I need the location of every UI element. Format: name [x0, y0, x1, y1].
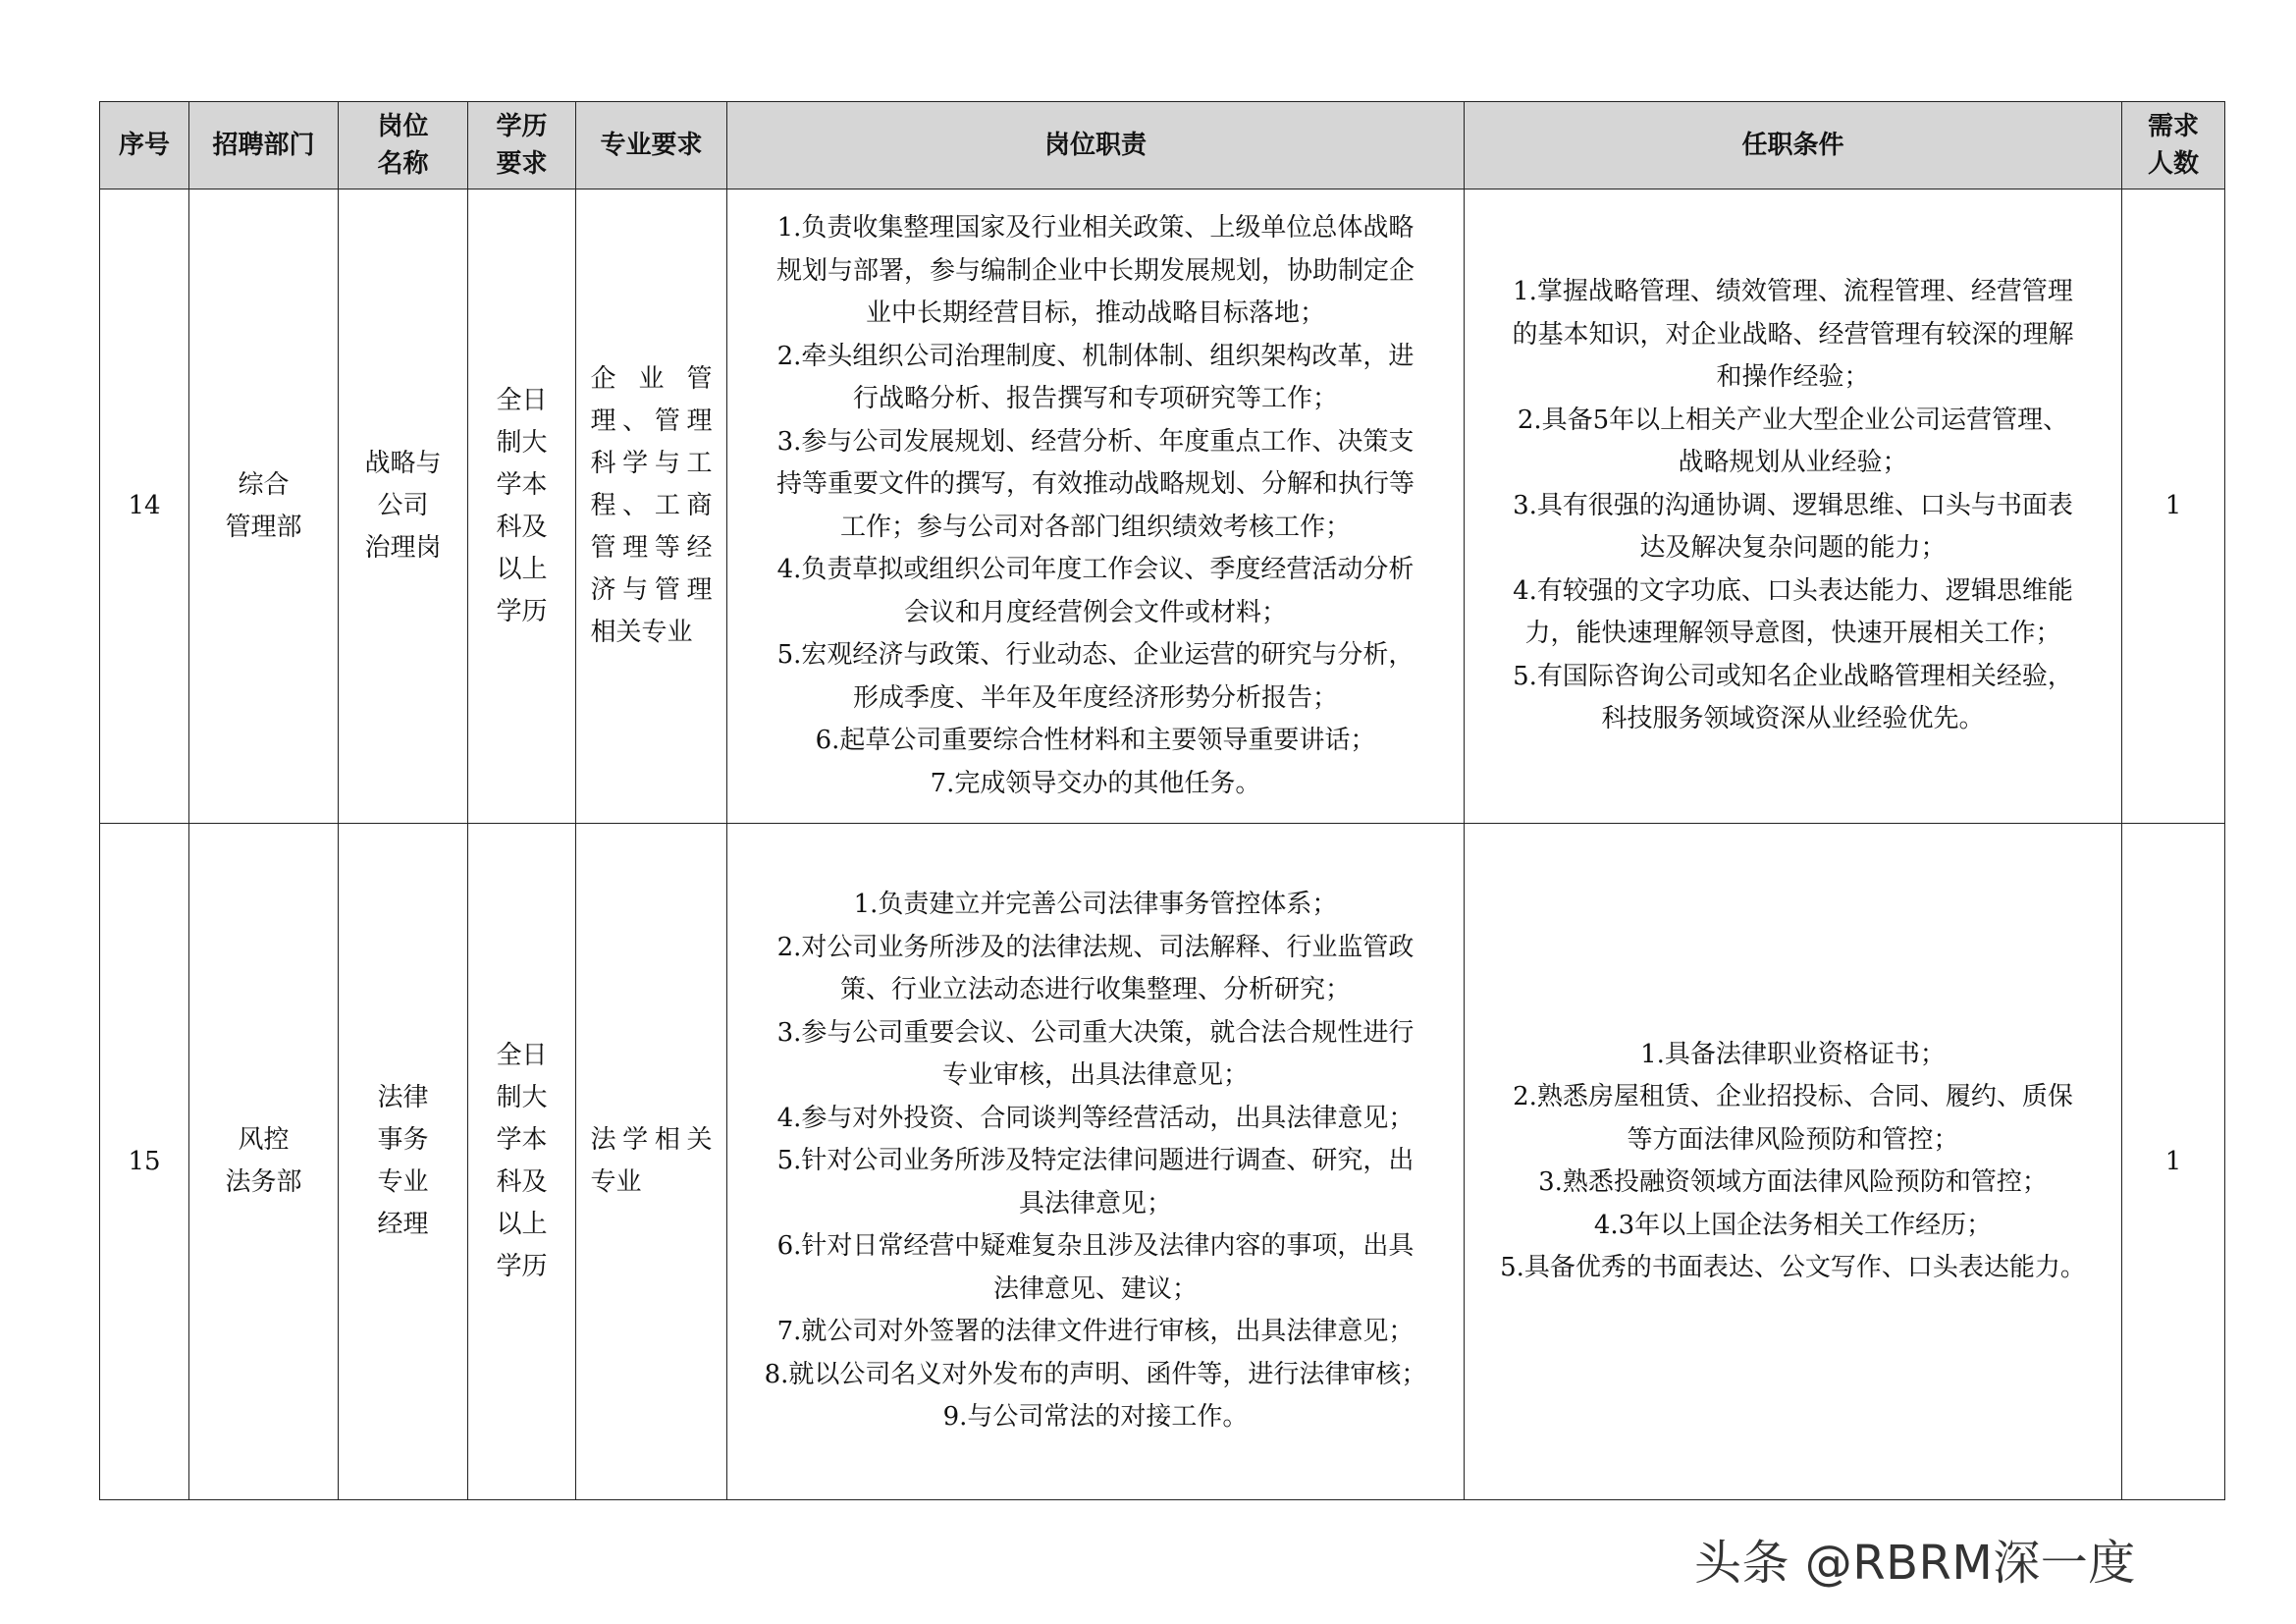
position-line: 治理岗: [364, 533, 442, 563]
requirement-line: 5.具备优秀的书面表达、公文写作、口头表达能力。: [1500, 1253, 2086, 1282]
row-major: [576, 189, 727, 824]
requirement-line: 的基本知识，对企业战略、经营管理有较深的理解: [1512, 319, 2074, 350]
duty-line: 6.针对日常经营中疑难复杂且涉及法律内容的事项，出具: [776, 1231, 1415, 1262]
duty-line: 3.参与公司发展规划、经营分析、年度重点工作、决策支: [776, 426, 1415, 457]
education-line: 以上: [496, 1210, 548, 1239]
dept-line: 风控: [238, 1125, 290, 1155]
duty-line: 规划与部署，参与编制企业中长期发展规划，协助制定企: [775, 255, 1415, 286]
duty-line: 业中长期经营目标，推动战略目标落地；: [865, 298, 1325, 328]
education-line: 学历: [496, 1252, 548, 1281]
header-position-line: 岗位: [377, 112, 429, 141]
duty-line: 法律意见、建议；: [992, 1273, 1198, 1304]
header-education: [468, 102, 576, 189]
dept-line: 法务部: [225, 1167, 302, 1197]
requirement-line: 科技服务领域资深从业经验优先。: [1601, 704, 1985, 734]
duty-line: 1.负责收集整理国家及行业相关政策、上级单位总体战略: [776, 213, 1415, 243]
header-education-line: 学历: [496, 112, 548, 141]
requirement-line: 3.具有很强的沟通协调、逻辑思维、口头与书面表: [1513, 490, 2073, 520]
requirement-line: 3.熟悉投融资领域方面法律风险预防和管控；: [1538, 1167, 2048, 1197]
requirement-line: 1.掌握战略管理、绩效管理、流程管理、经营管理: [1513, 277, 2073, 307]
requirement-line: 战略规划从业经验；: [1678, 448, 1908, 478]
requirement-line: 4.3年以上国企法务相关工作经历；: [1593, 1210, 1993, 1240]
duty-line: 专业审核，出具法律意见；: [941, 1060, 1249, 1091]
requirement-line: 1.具备法律职业资格证书；: [1640, 1039, 1946, 1069]
header-count: [2122, 102, 2225, 189]
requirement-line: 和操作经验；: [1716, 362, 1870, 393]
requirement-line: 5.有国际咨询公司或知名企业战略管理相关经验，: [1513, 661, 2073, 691]
duty-line: 形成季度、半年及年度经济形势分析报告；: [852, 682, 1338, 713]
duty-line: 5.针对公司业务所涉及特定法律问题进行调查、研究，出: [776, 1146, 1415, 1176]
duty-line: 6.起草公司重要综合性材料和主要领导重要讲话；: [815, 726, 1376, 755]
education-line: 科及: [496, 1167, 548, 1197]
table-row: [100, 189, 2225, 824]
duty-line: 会议和月度经营例会文件或材料；: [903, 597, 1287, 627]
requirement-line: 达及解决复杂问题的能力；: [1639, 533, 1947, 564]
duty-line: 9.与公司常法的对接工作。: [942, 1402, 1249, 1433]
row-education: [468, 189, 576, 824]
duty-line: 4.负责草拟或组织公司年度工作会议、季度经营活动分析: [776, 555, 1415, 584]
header-index: 序号: [100, 102, 189, 189]
row-dept: [189, 824, 339, 1500]
header-requirements: 任职条件: [1465, 102, 2122, 189]
row-duties: [727, 824, 1465, 1500]
position-line: 战略与: [364, 449, 442, 478]
header-dept: 招聘部门: [189, 102, 339, 189]
duty-line: 工作；参与公司对各部门组织绩效考核工作；: [839, 512, 1351, 542]
education-line: 学历: [496, 596, 548, 626]
row-count: 1: [2122, 824, 2225, 1500]
education-line: 制大: [496, 1083, 548, 1112]
education-line: 学本: [496, 469, 548, 500]
row-major: [576, 824, 727, 1500]
dept-line: 综合: [238, 469, 290, 500]
education-line: 全日: [496, 385, 548, 415]
duty-line: 7.就公司对外签署的法律文件进行审核，出具法律意见；: [776, 1317, 1415, 1347]
duty-line: 行战略分析、报告撰写和专项研究等工作；: [852, 384, 1338, 413]
header-position: [339, 102, 468, 189]
duty-line: 7.完成领导交办的其他任务。: [930, 768, 1261, 798]
position-line: 专业: [377, 1167, 429, 1197]
education-line: 全日: [496, 1041, 548, 1070]
duty-line: 具法律意见；: [1018, 1188, 1172, 1218]
duty-line: 2.牵头组织公司治理制度、机制体制、组织架构改革，进: [776, 341, 1415, 371]
education-line: 以上: [496, 554, 548, 584]
requirement-line: 2.熟悉房屋租赁、企业招投标、合同、履约、质保: [1513, 1082, 2073, 1111]
requirement-line: 2.具备5年以上相关产业大型企业公司运营管理、: [1517, 405, 2069, 435]
duty-line: 5.宏观经济与政策、行业动态、企业运营的研究与分析，: [776, 640, 1415, 670]
duty-line: 3.参与公司重要会议、公司重大决策，就合法合规性进行: [776, 1017, 1415, 1048]
header-position-line: 名称: [377, 149, 429, 179]
row-education: [468, 824, 576, 1500]
row-index: 14: [100, 189, 189, 824]
header-education-line: 要求: [496, 149, 548, 179]
dept-line: 管理部: [225, 512, 302, 542]
education-line: 学本: [496, 1125, 548, 1155]
watermark: 头条 @RBRM深一度: [1694, 1536, 2136, 1591]
education-line: 制大: [496, 427, 548, 458]
header-count-line: 需求: [2147, 112, 2199, 141]
position-line: 公司: [377, 491, 429, 520]
position-line: 经理: [377, 1210, 429, 1239]
row-count: 1: [2122, 189, 2225, 824]
header-count-line: 人数: [2147, 149, 2199, 179]
row-index: 15: [100, 824, 189, 1500]
row-position: [339, 824, 468, 1500]
header-major: 专业要求: [576, 102, 727, 189]
position-line: 法律: [377, 1083, 429, 1112]
requirement-line: 等方面法律风险预防和管控；: [1627, 1124, 1959, 1155]
major-text: 企业管理、管理科学与工程、工商管理等经济与管理相关专业: [590, 364, 713, 647]
table-row: [100, 824, 2225, 1500]
duty-line: 8.就以公司名义对外发布的声明、函件等，进行法律审核；: [764, 1359, 1427, 1389]
row-requirements: [1465, 189, 2122, 824]
row-position: [339, 189, 468, 824]
duty-line: 2.对公司业务所涉及的法律法规、司法解释、行业监管政: [776, 932, 1415, 962]
duty-line: 1.负责建立并完善公司法律事务管控体系；: [853, 890, 1338, 920]
requirement-line: 力，能快速理解领导意图，快速开展相关工作；: [1524, 619, 2061, 649]
row-duties: [727, 189, 1465, 824]
duty-line: 4.参与对外投资、合同谈判等经营活动，出具法律意见；: [776, 1103, 1415, 1133]
education-line: 科及: [496, 512, 548, 542]
duty-line: 策、行业立法动态进行收集整理、分析研究；: [839, 975, 1351, 1005]
row-requirements: [1465, 824, 2122, 1500]
recruitment-table: [99, 101, 2225, 1500]
major-text: 法学相关专业: [590, 1125, 713, 1197]
row-dept: [189, 189, 339, 824]
duty-line: 持等重要文件的撰写，有效推动战略规划、分解和执行等: [775, 469, 1415, 499]
header-row: [100, 102, 2225, 189]
requirement-line: 4.有较强的文字功底、口头表达能力、逻辑思维能: [1513, 575, 2073, 606]
header-duties: 岗位职责: [727, 102, 1465, 189]
position-line: 事务: [377, 1125, 429, 1155]
